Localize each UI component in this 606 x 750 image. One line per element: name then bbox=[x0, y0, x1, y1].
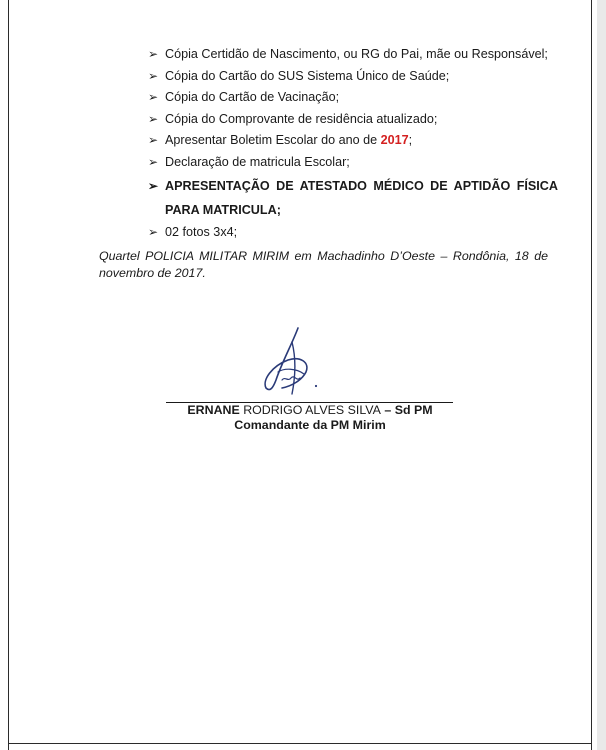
list-item-text: Cópia do Cartão de Vacinação; bbox=[165, 90, 340, 104]
page-border-left bbox=[8, 0, 9, 750]
arrow-bullet-icon: ➢ bbox=[148, 179, 159, 193]
list-item-medical-certificate bbox=[148, 175, 558, 222]
arrow-bullet-icon: ➢ bbox=[148, 111, 159, 126]
arrow-bullet-icon: ➢ bbox=[148, 154, 159, 169]
list-item bbox=[148, 152, 558, 174]
list-item-text: Cópia Certidão de Nascimento, ou RG do Pai, mãe ou Responsável; bbox=[165, 47, 548, 61]
viewer-gutter bbox=[597, 0, 606, 750]
arrow-bullet-icon: ➢ bbox=[148, 133, 159, 147]
list-item-suffix: ; bbox=[408, 133, 413, 147]
signatory-name: ERNANE RODRIGO ALVES SILVA – Sd PM bbox=[187, 403, 433, 417]
list-item-text: Declaração de matricula Escolar; bbox=[165, 154, 350, 169]
list-item-text: Apresentar Boletim Escolar do ano de bbox=[165, 133, 381, 147]
page-border-bottom bbox=[8, 743, 592, 744]
list-item-text: Cópia do Comprovante de residência atualizado; bbox=[165, 111, 438, 126]
signatory-role: Comandante da PM Mirim bbox=[234, 418, 386, 432]
list-item-text: APRESENTAÇÃO DE ATESTADO MÉDICO DE APTIDÃO FÍSICA PARA MATRICULA; bbox=[165, 179, 558, 217]
arrow-bullet-icon: ➢ bbox=[148, 47, 159, 61]
list-item bbox=[148, 109, 558, 131]
arrow-bullet-icon: ➢ bbox=[148, 90, 159, 104]
year-highlight: 2017 bbox=[380, 133, 409, 147]
page-border-right bbox=[591, 0, 592, 750]
list-item bbox=[148, 222, 558, 244]
arrow-bullet-icon: ➢ bbox=[148, 68, 159, 83]
list-item bbox=[148, 87, 558, 109]
list-item bbox=[148, 44, 558, 66]
signatory-block bbox=[150, 403, 470, 433]
list-item bbox=[148, 130, 558, 152]
location-date-paragraph: Quartel POLICIA MILITAR MIRIM em Machadinho D’Oeste – Rondônia, 18 de novembro de 2017. bbox=[99, 249, 548, 280]
list-item bbox=[148, 66, 558, 88]
requirements-list bbox=[148, 44, 558, 244]
arrow-bullet-icon: ➢ bbox=[148, 225, 159, 239]
handwritten-signature-icon bbox=[252, 322, 332, 402]
list-item-text: Cópia do Cartão do SUS Sistema Único de Saúde; bbox=[165, 68, 450, 83]
list-item-text: 02 fotos 3x4; bbox=[165, 225, 238, 239]
